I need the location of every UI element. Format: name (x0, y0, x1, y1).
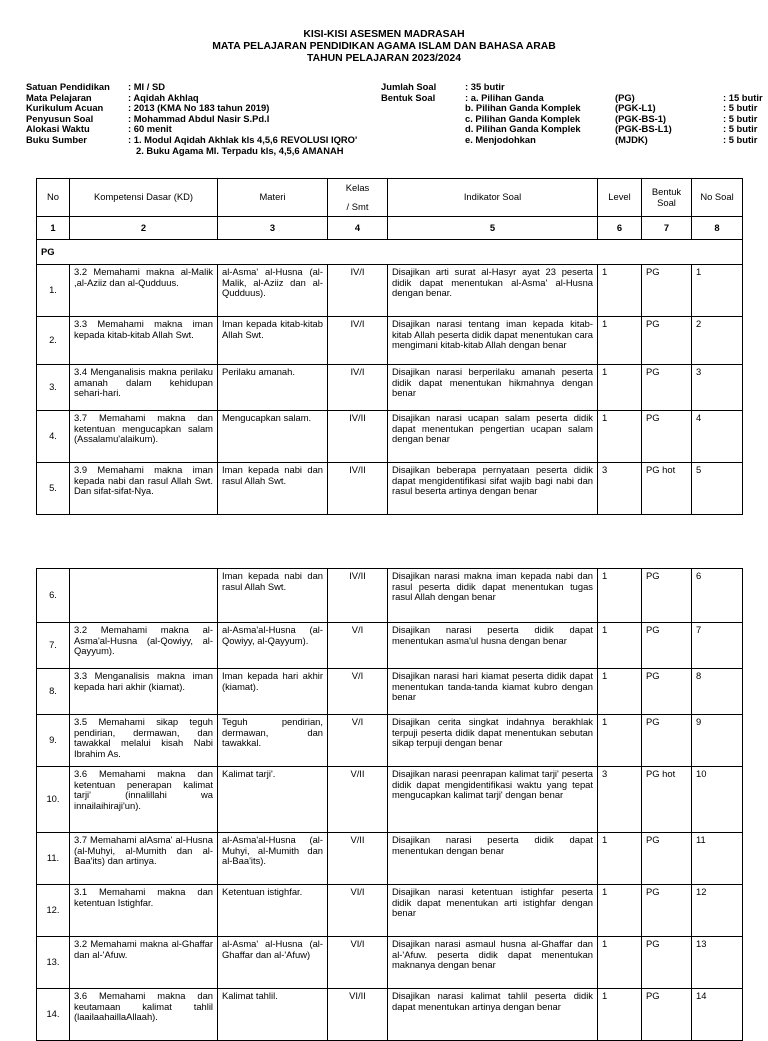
th-indikator: Indikator Soal (388, 179, 598, 217)
th-nosoal: No Soal (692, 179, 743, 217)
info-key: Kurikulum Acuan (26, 102, 104, 114)
cell-bentuk: PG (642, 317, 692, 365)
kisi-table-1 (36, 178, 743, 515)
cell-materi: Mengucapkan salam. (218, 411, 328, 463)
cell-kelas: IV/II (328, 463, 388, 515)
doc-title-line3: TAHUN PELAJARAN 2023/2024 (307, 53, 461, 64)
cell-indikator: Disajikan narasi tentang iman kepada kitab-kitab Allah peserta didik dapat menentukan cara mengimani kitab-kitab Allah dengan benar (388, 317, 598, 365)
bentuk-count: : 15 butir (723, 91, 763, 103)
cell-kelas: V/II (328, 833, 388, 885)
cell-level: 3 (598, 463, 642, 515)
cell-materi: al-Asma' al-Husna (al-Malik, al-Aziiz dan al-Qudduus). (218, 265, 328, 317)
jumlah-soal-label: Jumlah Soal (381, 81, 437, 92)
th-level: Level (598, 179, 642, 217)
cell-indikator: Disajikan arti surat al-Hasyr ayat 23 peserta didik dapat menentukan al-Asma' al-Husna dengan benar. (388, 265, 598, 317)
cell-nosoal: 1 (692, 265, 743, 317)
bentuk-code: (PGK-BS-L1) (615, 123, 672, 135)
cell-kelas: V/I (328, 623, 388, 669)
cell-kd: 3.1 Memahami makna dan ketentuan Istighfar. (70, 885, 218, 937)
cell-materi: Teguh pendirian, dermawan, dan tawakkal. (218, 715, 328, 767)
cell-indikator: Disajikan narasi hari kiamat peserta didik dapat menentukan tanda-tanda kiamat kubro dengan benar (388, 669, 598, 715)
th-no: No (37, 179, 70, 217)
cell-nosoal: 5 (692, 463, 743, 515)
cell-kelas: VI/II (328, 989, 388, 1041)
cell-no: 6. (37, 569, 70, 623)
cell-level: 1 (598, 265, 642, 317)
cell-indikator: Disajikan narasi ucapan salam peserta didik dapat menentukan pengertian ucapan salam dengan benar (388, 411, 598, 463)
info-value: : Mohammad Abdul Nasir S.Pd.I (128, 112, 270, 124)
cell-kd: 3.6 Memahami makna dan ketentuan penerapan kalimat tarji' (innalillahi wa innailaihiraji'un). (70, 767, 218, 833)
bentuk-type: : a. Pilihan Ganda (465, 91, 544, 103)
cell-no: 3. (37, 365, 70, 411)
cell-kd: 3.3 Memahami makna iman kepada kitab-kitab Allah Swt. (70, 317, 218, 365)
column-number: 3 (218, 217, 328, 240)
cell-bentuk: PG (642, 937, 692, 989)
info-key (26, 146, 136, 157)
info-value: 2. Buku Agama MI. Terpadu kls, 4,5,6 AMANAH (136, 144, 344, 156)
cell-materi: Perilaku amanah. (218, 365, 328, 411)
bentuk-code: (PGK-L1) (615, 102, 656, 114)
cell-kd: 3.2 Memahami makna al-Malik ,al-Aziiz dan al-Qudduus. (70, 265, 218, 317)
cell-nosoal: 9 (692, 715, 743, 767)
cell-indikator: Disajikan beberapa pernyataan peserta didik dapat mengidentifikasi sifat wajib bagi nabi dan rasul beserta artinya dengan benar (388, 463, 598, 515)
bentuk-soal-label (381, 135, 465, 146)
bentuk-soal-label: Bentuk Soal (381, 91, 436, 103)
table-row (37, 833, 743, 885)
info-value: : 2013 (KMA No 183 tahun 2019) (128, 102, 270, 114)
cell-nosoal: 11 (692, 833, 743, 885)
bentuk-code: (PG) (615, 91, 635, 103)
cell-indikator: Disajikan narasi peenrapan kalimat tarji' peserta didik dapat mengidentifikasi waktu yang tepat mengucapkan kalimat tarji' dengan benar (388, 767, 598, 833)
cell-indikator: Disajikan narasi kalimat tahlil peserta didik dapat menentukan artinya dengan benar (388, 989, 598, 1041)
cell-kd: 3.3 Menganalisis makna iman kepada hari akhir (kiamat). (70, 669, 218, 715)
cell-bentuk: PG (642, 365, 692, 411)
cell-no: 13. (37, 937, 70, 989)
cell-kelas: IV/I (328, 365, 388, 411)
cell-indikator: Disajikan narasi peserta didik dapat menentukan dengan benar (388, 833, 598, 885)
bentuk-count: : 5 butir (723, 133, 758, 145)
info-value: : 60 menit (128, 123, 172, 135)
cell-kelas: IV/I (328, 317, 388, 365)
bentuk-soal-label (381, 114, 465, 125)
cell-level: 1 (598, 833, 642, 885)
cell-indikator: Disajikan cerita singkat indahnya berakhlak terpuji peserta didik dapat menentukan sebutan sikap terpuji dengan benar (388, 715, 598, 767)
cell-bentuk: PG (642, 569, 692, 623)
bentuk-type: d. Pilihan Ganda Komplek (465, 123, 581, 135)
th-bentuk: Bentuk Soal (642, 179, 692, 217)
bentuk-soal-label (381, 124, 465, 135)
cell-no: 7. (37, 623, 70, 669)
cell-kelas: V/I (328, 669, 388, 715)
cell-no: 4. (37, 411, 70, 463)
doc-title-line1: KISI-KISI ASESMEN MADRASAH (303, 29, 465, 40)
cell-materi: Iman kepada hari akhir (kiamat). (218, 669, 328, 715)
cell-bentuk: PG (642, 715, 692, 767)
cell-indikator: Disajikan narasi ketentuan istighfar peserta didik dapat menentukan arti istighfar dengan benar (388, 885, 598, 937)
cell-kd: 3.7 Memahami alAsma' al-Husna (al-Muhyi, al-Mumith dan al-Baa'its) dan artinya. (70, 833, 218, 885)
table-row (37, 365, 743, 411)
bentuk-code: (PGK-BS-1) (615, 112, 667, 124)
jumlah-soal-value: : 35 butir (465, 81, 505, 92)
column-number: 4 (328, 217, 388, 240)
cell-materi: Kalimat tarji'. (218, 767, 328, 833)
cell-materi: al-Asma' al-Husna (al-Ghaffar dan al-'Afuw) (218, 937, 328, 989)
cell-materi: Iman kepada nabi dan rasul Allah Swt. (218, 463, 328, 515)
cell-kelas: IV/I (328, 265, 388, 317)
doc-title-line2: MATA PELAJARAN PENDIDIKAN AGAMA ISLAM DAN BAHASA ARAB (212, 41, 556, 52)
bentuk-count: : 5 butir (723, 102, 758, 114)
cell-nosoal: 2 (692, 317, 743, 365)
cell-bentuk: PG (642, 265, 692, 317)
cell-level: 1 (598, 989, 642, 1041)
cell-kelas: IV/II (328, 411, 388, 463)
info-key: Alokasi Waktu (26, 123, 90, 135)
cell-nosoal: 3 (692, 365, 743, 411)
cell-indikator: Disajikan narasi asmaul husna al-Ghaffar dan al-'Afuw. peserta didik dapat menentukan maknanya dengan benar (388, 937, 598, 989)
column-number: 8 (692, 217, 743, 240)
cell-nosoal: 13 (692, 937, 743, 989)
cell-kd (70, 569, 218, 623)
bentuk-type: e. Menjodohkan (465, 133, 536, 145)
cell-kelas: VI/I (328, 885, 388, 937)
cell-no: 14. (37, 989, 70, 1041)
th-kelas: Kelas / Smt (328, 179, 388, 217)
cell-indikator: Disajikan narasi berperilaku amanah peserta didik dapat menentukan hikmahnya dengan benar (388, 365, 598, 411)
cell-kelas: V/I (328, 715, 388, 767)
bentuk-count: : 5 butir (723, 112, 758, 124)
cell-kd: 3.2 Memahami makna al-Asma'al-Husna (al-Qowiyy, al-Qayyum). (70, 623, 218, 669)
cell-indikator: Disajikan narasi peserta didik dapat menentukan asma'ul husna dengan benar (388, 623, 598, 669)
table-row (37, 265, 743, 317)
cell-materi: al-Asma'al-Husna (al-Qowiyy, al-Qayyum). (218, 623, 328, 669)
cell-bentuk: PG hot (642, 767, 692, 833)
cell-nosoal: 4 (692, 411, 743, 463)
cell-bentuk: PG (642, 989, 692, 1041)
cell-no: 12. (37, 885, 70, 937)
cell-level: 1 (598, 669, 642, 715)
bentuk-type: c. Pilihan Ganda Komplek (465, 112, 581, 124)
info-left (26, 82, 357, 156)
cell-kd: 3.5 Memahami sikap teguh pendirian, dermawan, dan tawakkal melalui kisah Nabi Ibrahim As. (70, 715, 218, 767)
cell-nosoal: 10 (692, 767, 743, 833)
cell-level: 1 (598, 317, 642, 365)
table-row (37, 463, 743, 515)
column-number-row (37, 217, 743, 240)
cell-no: 11. (37, 833, 70, 885)
section-row (37, 240, 743, 265)
cell-kd: 3.4 Menganalisis makna perilaku amanah dalam kehidupan sehari-hari. (70, 365, 218, 411)
cell-no: 5. (37, 463, 70, 515)
cell-bentuk: PG hot (642, 463, 692, 515)
table-row (37, 411, 743, 463)
cell-no: 9. (37, 715, 70, 767)
info-value: : 1. Modul Aqidah Akhlak kls 4,5,6 REVOLUSI IQRO' (128, 133, 358, 145)
table-row (37, 669, 743, 715)
table-row (37, 767, 743, 833)
column-number: 1 (37, 217, 70, 240)
cell-no: 2. (37, 317, 70, 365)
cell-materi: al-Asma'al-Husna (al-Muhyi, al-Mumith dan al-Baa'its). (218, 833, 328, 885)
info-key: Penyusun Soal (26, 112, 94, 124)
table-row (37, 715, 743, 767)
cell-indikator: Disajikan narasi makna iman kepada nabi dan rasul peserta didik dapat menentukan tugas rasul Allah dengan benar (388, 569, 598, 623)
info-right (381, 82, 763, 146)
cell-materi: Kalimat tahlil. (218, 989, 328, 1041)
cell-bentuk: PG (642, 411, 692, 463)
bentuk-type: b. Pilihan Ganda Komplek (465, 102, 581, 114)
cell-materi: Iman kepada kitab-kitab Allah Swt. (218, 317, 328, 365)
column-number: 2 (70, 217, 218, 240)
cell-level: 1 (598, 411, 642, 463)
cell-no: 8. (37, 669, 70, 715)
cell-no: 10. (37, 767, 70, 833)
info-value: : MI / SD (128, 81, 165, 92)
table-row (37, 623, 743, 669)
section-label: PG (37, 240, 743, 265)
cell-level: 1 (598, 715, 642, 767)
cell-kd: 3.9 Memahami makna iman kepada nabi dan rasul Allah Swt. Dan sifat-sifat-Nya. (70, 463, 218, 515)
cell-bentuk: PG (642, 623, 692, 669)
column-number: 7 (642, 217, 692, 240)
table-row (37, 569, 743, 623)
kisi-table-2 (36, 568, 743, 1041)
info-key: Satuan Pendidikan (26, 81, 110, 92)
column-number: 5 (388, 217, 598, 240)
cell-nosoal: 6 (692, 569, 743, 623)
cell-kelas: V/II (328, 767, 388, 833)
cell-kd: 3.6 Memahami makna dan keutamaan kalimat tahlil (laailaahaillaAllaah). (70, 989, 218, 1041)
table-row (37, 989, 743, 1041)
cell-nosoal: 8 (692, 669, 743, 715)
th-kd: Kompetensi Dasar (KD) (70, 179, 218, 217)
cell-bentuk: PG (642, 885, 692, 937)
cell-bentuk: PG (642, 833, 692, 885)
bentuk-code: (MJDK) (615, 133, 648, 145)
column-number: 6 (598, 217, 642, 240)
cell-level: 1 (598, 569, 642, 623)
th-materi: Materi (218, 179, 328, 217)
cell-materi: Ketentuan istighfar. (218, 885, 328, 937)
table-row (37, 937, 743, 989)
cell-kd: 3.2 Memahami makna al-Ghaffar dan al-'Afuw. (70, 937, 218, 989)
cell-level: 1 (598, 365, 642, 411)
cell-nosoal: 12 (692, 885, 743, 937)
cell-level: 1 (598, 623, 642, 669)
cell-bentuk: PG (642, 669, 692, 715)
info-key: Mata Pelajaran (26, 91, 92, 103)
bentuk-count: : 5 butir (723, 123, 758, 135)
cell-nosoal: 14 (692, 989, 743, 1041)
cell-kd: 3.7 Memahami makna dan ketentuan mengucapkan salam (Assalamu'alaikum). (70, 411, 218, 463)
cell-nosoal: 7 (692, 623, 743, 669)
cell-materi: Iman kepada nabi dan rasul Allah Swt. (218, 569, 328, 623)
cell-level: 1 (598, 885, 642, 937)
info-value: : Aqidah Akhlaq (128, 91, 199, 103)
cell-kelas: IV/II (328, 569, 388, 623)
cell-kelas: VI/I (328, 937, 388, 989)
cell-level: 3 (598, 767, 642, 833)
cell-level: 1 (598, 937, 642, 989)
table-row (37, 317, 743, 365)
cell-no: 1. (37, 265, 70, 317)
bentuk-soal-label (381, 103, 465, 114)
info-key: Buku Sumber (26, 133, 87, 145)
table-row (37, 885, 743, 937)
